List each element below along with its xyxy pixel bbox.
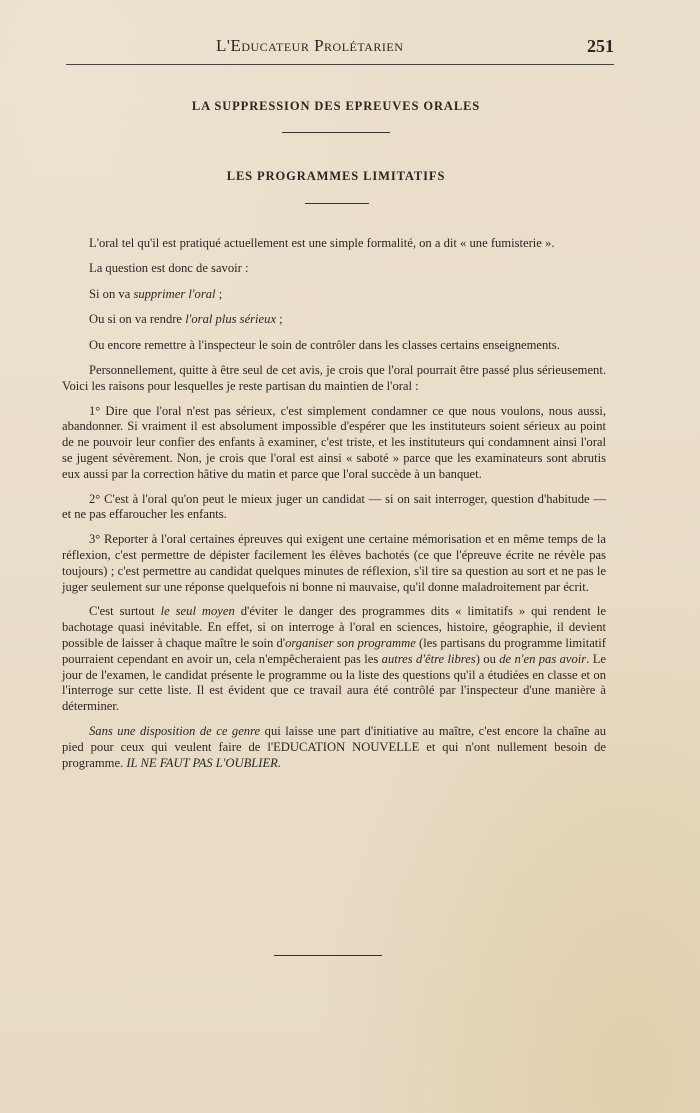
emphasis-only-way: le seul moyen [160,604,235,619]
paragraph-point-2: 2° C'est à l'oral qu'on peut le mieux juger un candidat — si on sait interroger, question d'habitude — et ne pas effaroucher les enfants. [62,491,606,522]
paragraph-conclusion [62,724,606,771]
text-fragment: ) ou [475,651,500,666]
text-fragment: C'est surtout [89,604,161,619]
text-fragment: . Le jour de l'examen, le candidat présente le programme ou la liste des questions qu'il a étudiées en classe et on l'interroge sur cette liste. Il est évident que ce travail aura été contrôlé par l'inspecteur d'une manière à déterminer. [62,651,607,714]
article-subheadline: LES PROGRAMMES LIMITATIFS [226,169,446,183]
text-fragment: (les partisans du programme limitatif pourraient cependant en avoir un, cela n'empêcheraient pas les [62,635,606,666]
paragraph-question: La question est donc de savoir : [89,260,249,275]
emphasis-others-free: autres d'être libres [381,651,476,666]
running-header [66,36,614,65]
paragraph-limitative-programs [62,604,606,715]
journal-title: L'Educateur Prolétarien [216,36,404,55]
headline-rule [282,132,390,133]
emphasis-serious: l'oral plus sérieux [185,312,277,327]
closing-rule [274,955,382,956]
text-fragment: Si on va [89,286,134,301]
article-body [62,236,606,780]
paragraph-option-inspector: Ou encore remettre à l'inspecteur le soin de contrôler dans les classes certains enseignements. [89,338,560,353]
emphasis-suppress: supprimer l'oral [133,286,216,301]
paragraph-option-suppress [62,287,606,303]
page-number: 251 [587,36,614,56]
emphasis-disposition: Sans une disposition de ce genre [89,723,261,738]
text-fragment: Ou si on va rendre [89,312,186,327]
paragraph-point-1: 1° Dire que l'oral n'est pas sérieux, c'est simplement condamner ce que nous voulons, nous aussi, abandonner. Si vraiment il est absolument impossible d'espérer que les instituteurs soient sérieux au point de ne pouvoir leur confier des enfants à examiner, c'est triste, et les instituteurs qui condamnent ainsi l'oral se jugent sévèrement. Non, je crois que l'oral est ainsi « saboté » parce que les examinateurs sont abrutis eux aussi par la correction hâtive du matin et parce que l'oral succède à un banquet. [62,403,606,481]
text-fragment: ; [276,312,283,327]
paragraph-opinion: Personnellement, quitte à être seul de cet avis, je crois que l'oral pourrait être passé plus sérieusement. Voici les raisons pour lesquelles je reste partisan du maintien de l'oral : [62,362,606,393]
text-fragment: d'éviter le danger des programmes dits « limitatifs » qui rendent le bachotage quasi inévitable. En effet, si on interroge à l'oral en sciences, histoire, géographie, il devient possible de laisser à chaque maître le soin d' [62,604,606,650]
emphasis-none: de n'en pas avoir [499,651,587,666]
article-headline: LA SUPPRESSION DES EPREUVES ORALES [191,99,481,113]
paragraph-intro: L'oral tel qu'il est pratiqué actuellement est une simple formalité, on a dit « une fumisterie ». [89,236,555,250]
paragraph-option-serious [62,312,606,328]
text-fragment: ; [215,286,223,301]
paragraph-point-3: 3° Reporter à l'oral certaines épreuves qui exigent une certaine mémorisation et en même temps de la réflexion, c'est permettre de dépister facilement les élèves bachotés (ce que l'épreuve écrite ne révèle pas toujours) ; c'est permettre au candidat quelques minutes de réflexion, s'il tire sa question au sort et ne pas le juger seulement sur une réponse quelquefois ni bonne ni mauvaise, qu'il donne maladroitement par écrit. [62,532,606,594]
emphasis-organize: organiser son programme [285,635,416,650]
emphasis-not-forget: IL NE FAUT PAS L'OUBLIER. [126,755,282,770]
subheadline-rule [305,203,369,204]
text-fragment: qui laisse une part d'initiative au maître, c'est encore la chaîne au pied pour ceux qui veulent faire de l'EDUCATION NOUVELLE et qui n'ont nullement besoin de programme. [62,723,606,770]
